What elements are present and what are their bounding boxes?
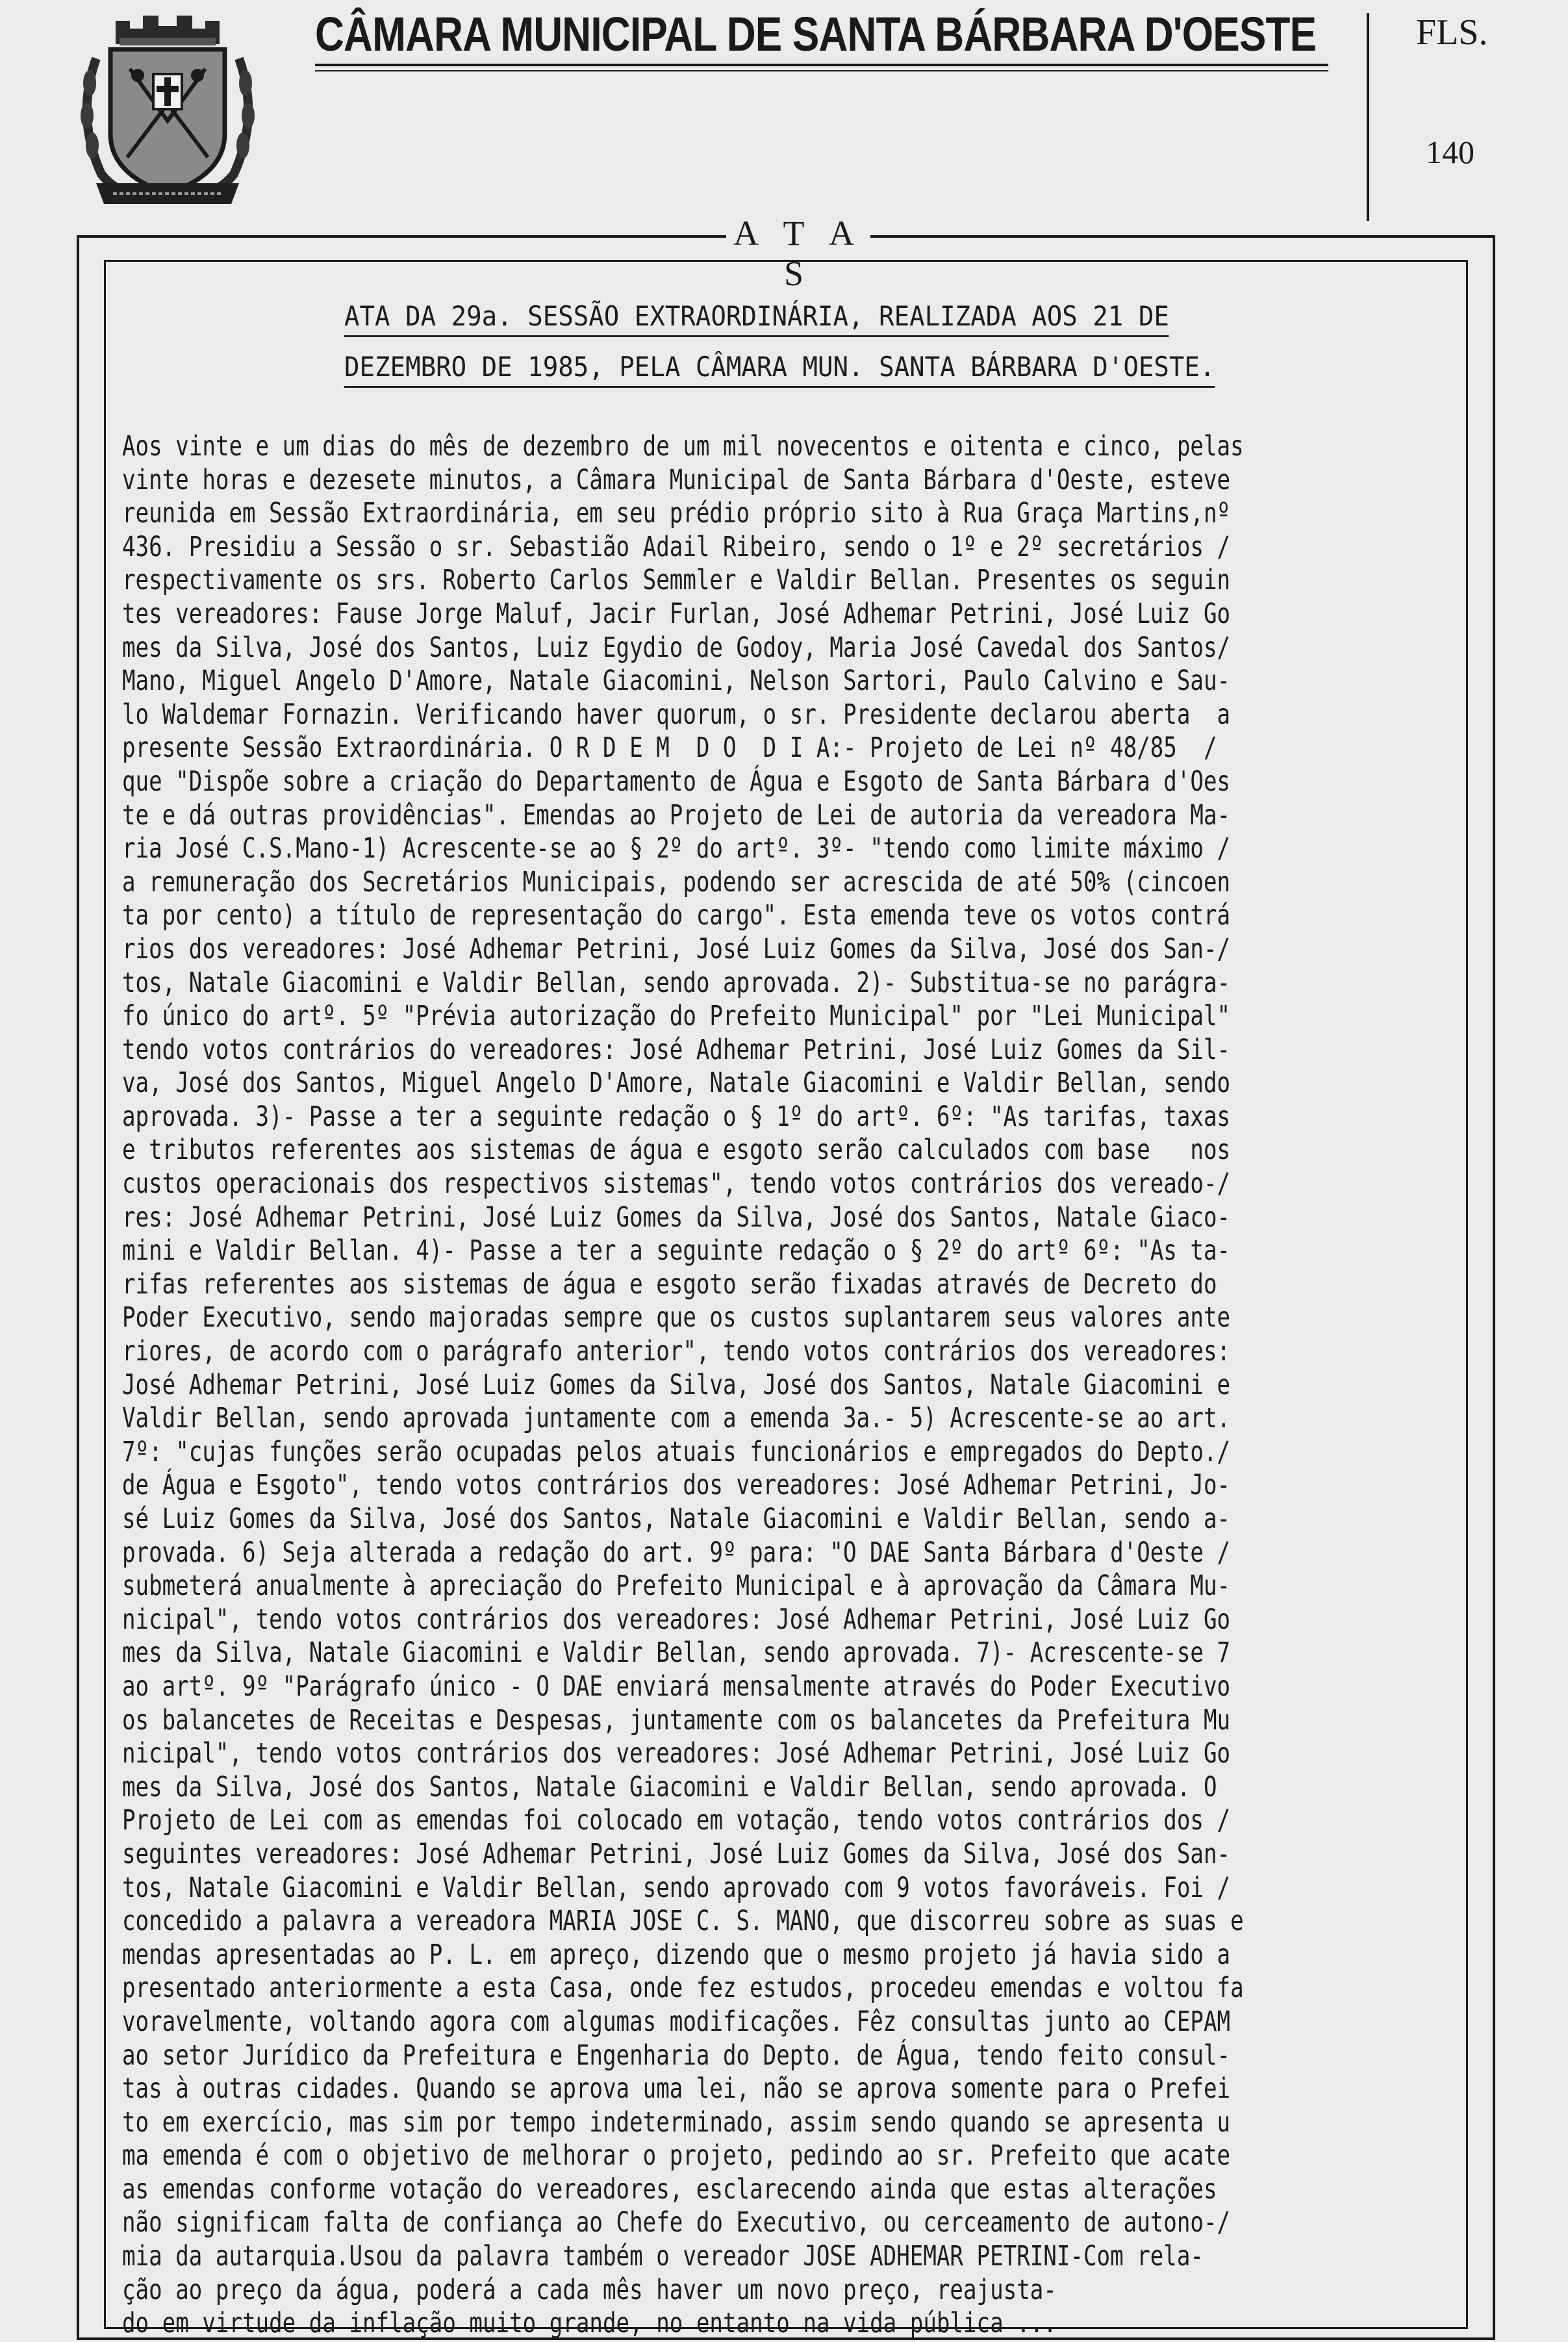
body-line: que "Dispõe sobre a criação do Departamento de Água e Esgoto de Santa Bárbara d'Oes — [122, 765, 1231, 798]
body-line: ao setor Jurídico da Prefeitura e Engenharia do Depto. de Água, tendo feito consul- — [122, 2039, 1231, 2072]
body-line: submeterá anualmente à apreciação do Prefeito Municipal e à aprovação da Câmara Mu- — [122, 1570, 1231, 1603]
header-vertical-divider — [1367, 13, 1369, 221]
body-line: ta por cento) a título de representação do cargo". Esta emenda teve os votos contrá — [122, 899, 1231, 932]
minutes-body — [122, 430, 1467, 2341]
body-line: riores, de acordo com o parágrafo anterior", tendo votos contrários dos vereadores: — [122, 1335, 1231, 1368]
body-line: rifas referentes aos sistemas de água e esgoto serão fixadas através de Decreto do — [122, 1267, 1217, 1301]
body-line: aprovada. 3)- Passe a ter a seguinte redação o § 1º do artº. 6º: "As tarifas, taxas — [122, 1100, 1231, 1133]
body-line: mia da autarquia.Usou da palavra também o vereador JOSE ADHEMAR PETRINI-Com rela- — [122, 2240, 1204, 2273]
body-line: mini e Valdir Bellan. 4)- Passe a ter a seguinte redação o § 2º do artº 6º: "As ta- — [122, 1234, 1231, 1267]
body-line: presente Sessão Extraordinária. O R D E M D O D I A:- Projeto de Lei nº 48/85 / — [122, 732, 1217, 765]
body-line: fo único do artº. 5º "Prévia autorização do Prefeito Municipal" por "Lei Municipal" — [122, 1000, 1231, 1033]
body-line: mes da Silva, Natale Giacomini e Valdir Bellan, sendo aprovada. 7)- Acrescente-se 7 — [122, 1636, 1231, 1670]
body-line: Poder Executivo, sendo majoradas sempre que os custos suplantarem seus valores ante — [122, 1301, 1231, 1334]
body-line: 7º: "cujas funções serão ocupadas pelos atuais funcionários e empregados do Depto./ — [122, 1435, 1231, 1468]
ata-heading-line-2 — [344, 351, 1226, 388]
body-line: tes vereadores: Fause Jorge Maluf, Jacir Furlan, José Adhemar Petrini, José Luiz Go — [122, 597, 1231, 630]
ata-heading-text-2: DEZEMBRO DE 1985, PELA CÂMARA MUN. SANTA BÁRBARA D'OESTE. — [344, 351, 1215, 388]
body-line: te e dá outras providências". Emendas ao Projeto de Lei de autoria da vereadora Ma- — [122, 798, 1231, 832]
body-line: do em virtude da inflação muito grande, no entanto na vida pública ... — [122, 2307, 1057, 2340]
body-line: Valdir Bellan, sendo aprovada juntamente com a emenda 3a.- 5) Acrescente-se ao art. — [122, 1402, 1231, 1435]
body-line: não significam falta de confiança ao Chefe do Executivo, ou cerceamento de autono-/ — [122, 2206, 1231, 2239]
body-line: respectivamente os srs. Roberto Carlos Semmler e Valdir Bellan. Presentes os seguin — [122, 564, 1231, 597]
body-line: a remuneração dos Secretários Municipais, podendo ser acrescida de até 50% (cincoen — [122, 865, 1231, 898]
body-line: voravelmente, voltando agora com algumas modificações. Fêz consultas junto ao CEPAM — [122, 2005, 1231, 2038]
body-line: ção ao preço da água, poderá a cada mês haver um novo preço, reajusta- — [122, 2273, 1057, 2306]
body-line: Mano, Miguel Angelo D'Amore, Natale Giacomini, Nelson Sartori, Paulo Calvino e Sau- — [122, 665, 1231, 698]
body-line: reunida em Sessão Extraordinária, em seu prédio próprio sito à Rua Graça Martins,nº — [122, 497, 1231, 530]
body-line: tos, Natale Giacomini e Valdir Bellan, sendo aprovada. 2)- Substitua-se no parágra- — [122, 966, 1231, 999]
body-line: sé Luiz Gomes da Silva, José dos Santos, Natale Giacomini e Valdir Bellan, sendo a- — [122, 1503, 1231, 1535]
fls-label: FLS. — [1416, 12, 1488, 53]
organization-title: CÂMARA MUNICIPAL DE SANTA BÁRBARA D'OESTE — [315, 7, 1317, 61]
body-line: tas à outras cidades. Quando se aprova uma lei, não se aprova somente para o Prefei — [122, 2072, 1231, 2106]
body-line: 436. Presidiu a Sessão o sr. Sebastião Adail Ribeiro, sendo o 1º e 2º secretários / — [122, 530, 1231, 563]
body-line: Aos vinte e um dias do mês de dezembro de um mil novecentos e oitenta e cinco, pelas — [122, 430, 1244, 463]
ata-heading-text-1: ATA DA 29a. SESSÃO EXTRAORDINÁRIA, REALIZADA AOS 21 DE — [344, 300, 1169, 337]
body-line: os balancetes de Receitas e Despesas, juntamente com os balancetes da Prefeitura Mu — [122, 1703, 1231, 1737]
body-line: ao artº. 9º "Parágrafo único - O DAE enviará mensalmente através do Poder Executivo — [122, 1670, 1231, 1703]
municipal-coat-of-arms-icon — [70, 6, 265, 209]
body-line: as emendas conforme votação do vereadores, esclarecendo ainda que estas alterações — [122, 2172, 1217, 2206]
body-line: rios dos vereadores: José Adhemar Petrini, José Luiz Gomes da Silva, José dos San-/ — [122, 932, 1231, 965]
body-line: José Adhemar Petrini, José Luiz Gomes da Silva, José dos Santos, Natale Giacomini e — [122, 1368, 1231, 1401]
body-line: mes da Silva, José dos Santos, Natale Giacomini e Valdir Bellan, sendo aprovada. O — [122, 1770, 1217, 1803]
body-line: vinte horas e dezesete minutos, a Câmara Municipal de Santa Bárbara d'Oeste, esteve — [122, 463, 1231, 496]
body-line: custos operacionais dos respectivos sistemas", tendo votos contrários dos vereado-/ — [122, 1167, 1231, 1201]
body-line: va, José dos Santos, Miguel Angelo D'Amore, Natale Giacomini e Valdir Bellan, sendo — [122, 1067, 1231, 1100]
page-number: 140 — [1426, 134, 1474, 170]
body-line: mes da Silva, José dos Santos, Luiz Egydio de Godoy, Maria José Cavedal dos Santos/ — [122, 631, 1231, 664]
body-line: mendas apresentadas ao P. L. em apreço, dizendo que o mesmo projeto já havia sido a — [122, 1938, 1231, 1971]
body-line: presentado anteriormente a esta Casa, onde fez estudos, procedeu emendas e voltou fa — [122, 1972, 1244, 2005]
body-line: provada. 6) Seja alterada a redação do art. 9º para: "O DAE Santa Bárbara d'Oeste / — [122, 1536, 1231, 1569]
body-line: Projeto de Lei com as emendas foi colocado em votação, tendo votos contrários dos / — [122, 1804, 1231, 1837]
body-line: concedido a palavra a vereadora MARIA JOSE C. S. MANO, que discorreu sobre as suas e — [122, 1905, 1244, 1938]
body-line: ria José C.S.Mano-1) Acrescente-se ao § 2º do artº. 3º- "tendo como limite máximo / — [122, 832, 1231, 865]
body-line: e tributos referentes aos sistemas de água e esgoto serão calculados com base nos — [122, 1134, 1231, 1167]
title-rule-thin — [315, 70, 1328, 71]
body-line: ma emenda é com o objetivo de melhorar o projeto, pedindo ao sr. Prefeito que acate — [122, 2139, 1231, 2172]
body-line: tendo votos contrários do vereadores: José Adhemar Petrini, José Luiz Gomes da Sil- — [122, 1033, 1231, 1066]
body-line: lo Waldemar Fornazin. Verificando haver quorum, o sr. Presidente declarou aberta a — [122, 698, 1231, 731]
body-line: tos, Natale Giacomini e Valdir Bellan, sendo aprovado com 9 votos favoráveis. Foi / — [122, 1871, 1231, 1904]
body-line: nicipal", tendo votos contrários dos vereadores: José Adhemar Petrini, José Luiz Go — [122, 1603, 1231, 1636]
body-line: res: José Adhemar Petrini, José Luiz Gomes da Silva, José dos Santos, Natale Giaco- — [122, 1201, 1231, 1234]
body-line: nicipal", tendo votos contrários dos vereadores: José Adhemar Petrini, José Luiz Go — [122, 1737, 1231, 1770]
title-rule-thick — [315, 64, 1328, 66]
ata-heading-line-1 — [344, 300, 1226, 337]
body-line: de Água e Esgoto", tendo votos contrários dos vereadores: José Adhemar Petrini, Jo- — [122, 1469, 1231, 1502]
body-line: to em exercício, mas sim por tempo indeterminado, assim sendo quando se apresenta u — [122, 2106, 1231, 2139]
section-title: A T A S — [733, 214, 864, 293]
body-line: seguintes vereadores: José Adhemar Petrini, José Luiz Gomes da Silva, José dos San- — [122, 1837, 1231, 1870]
